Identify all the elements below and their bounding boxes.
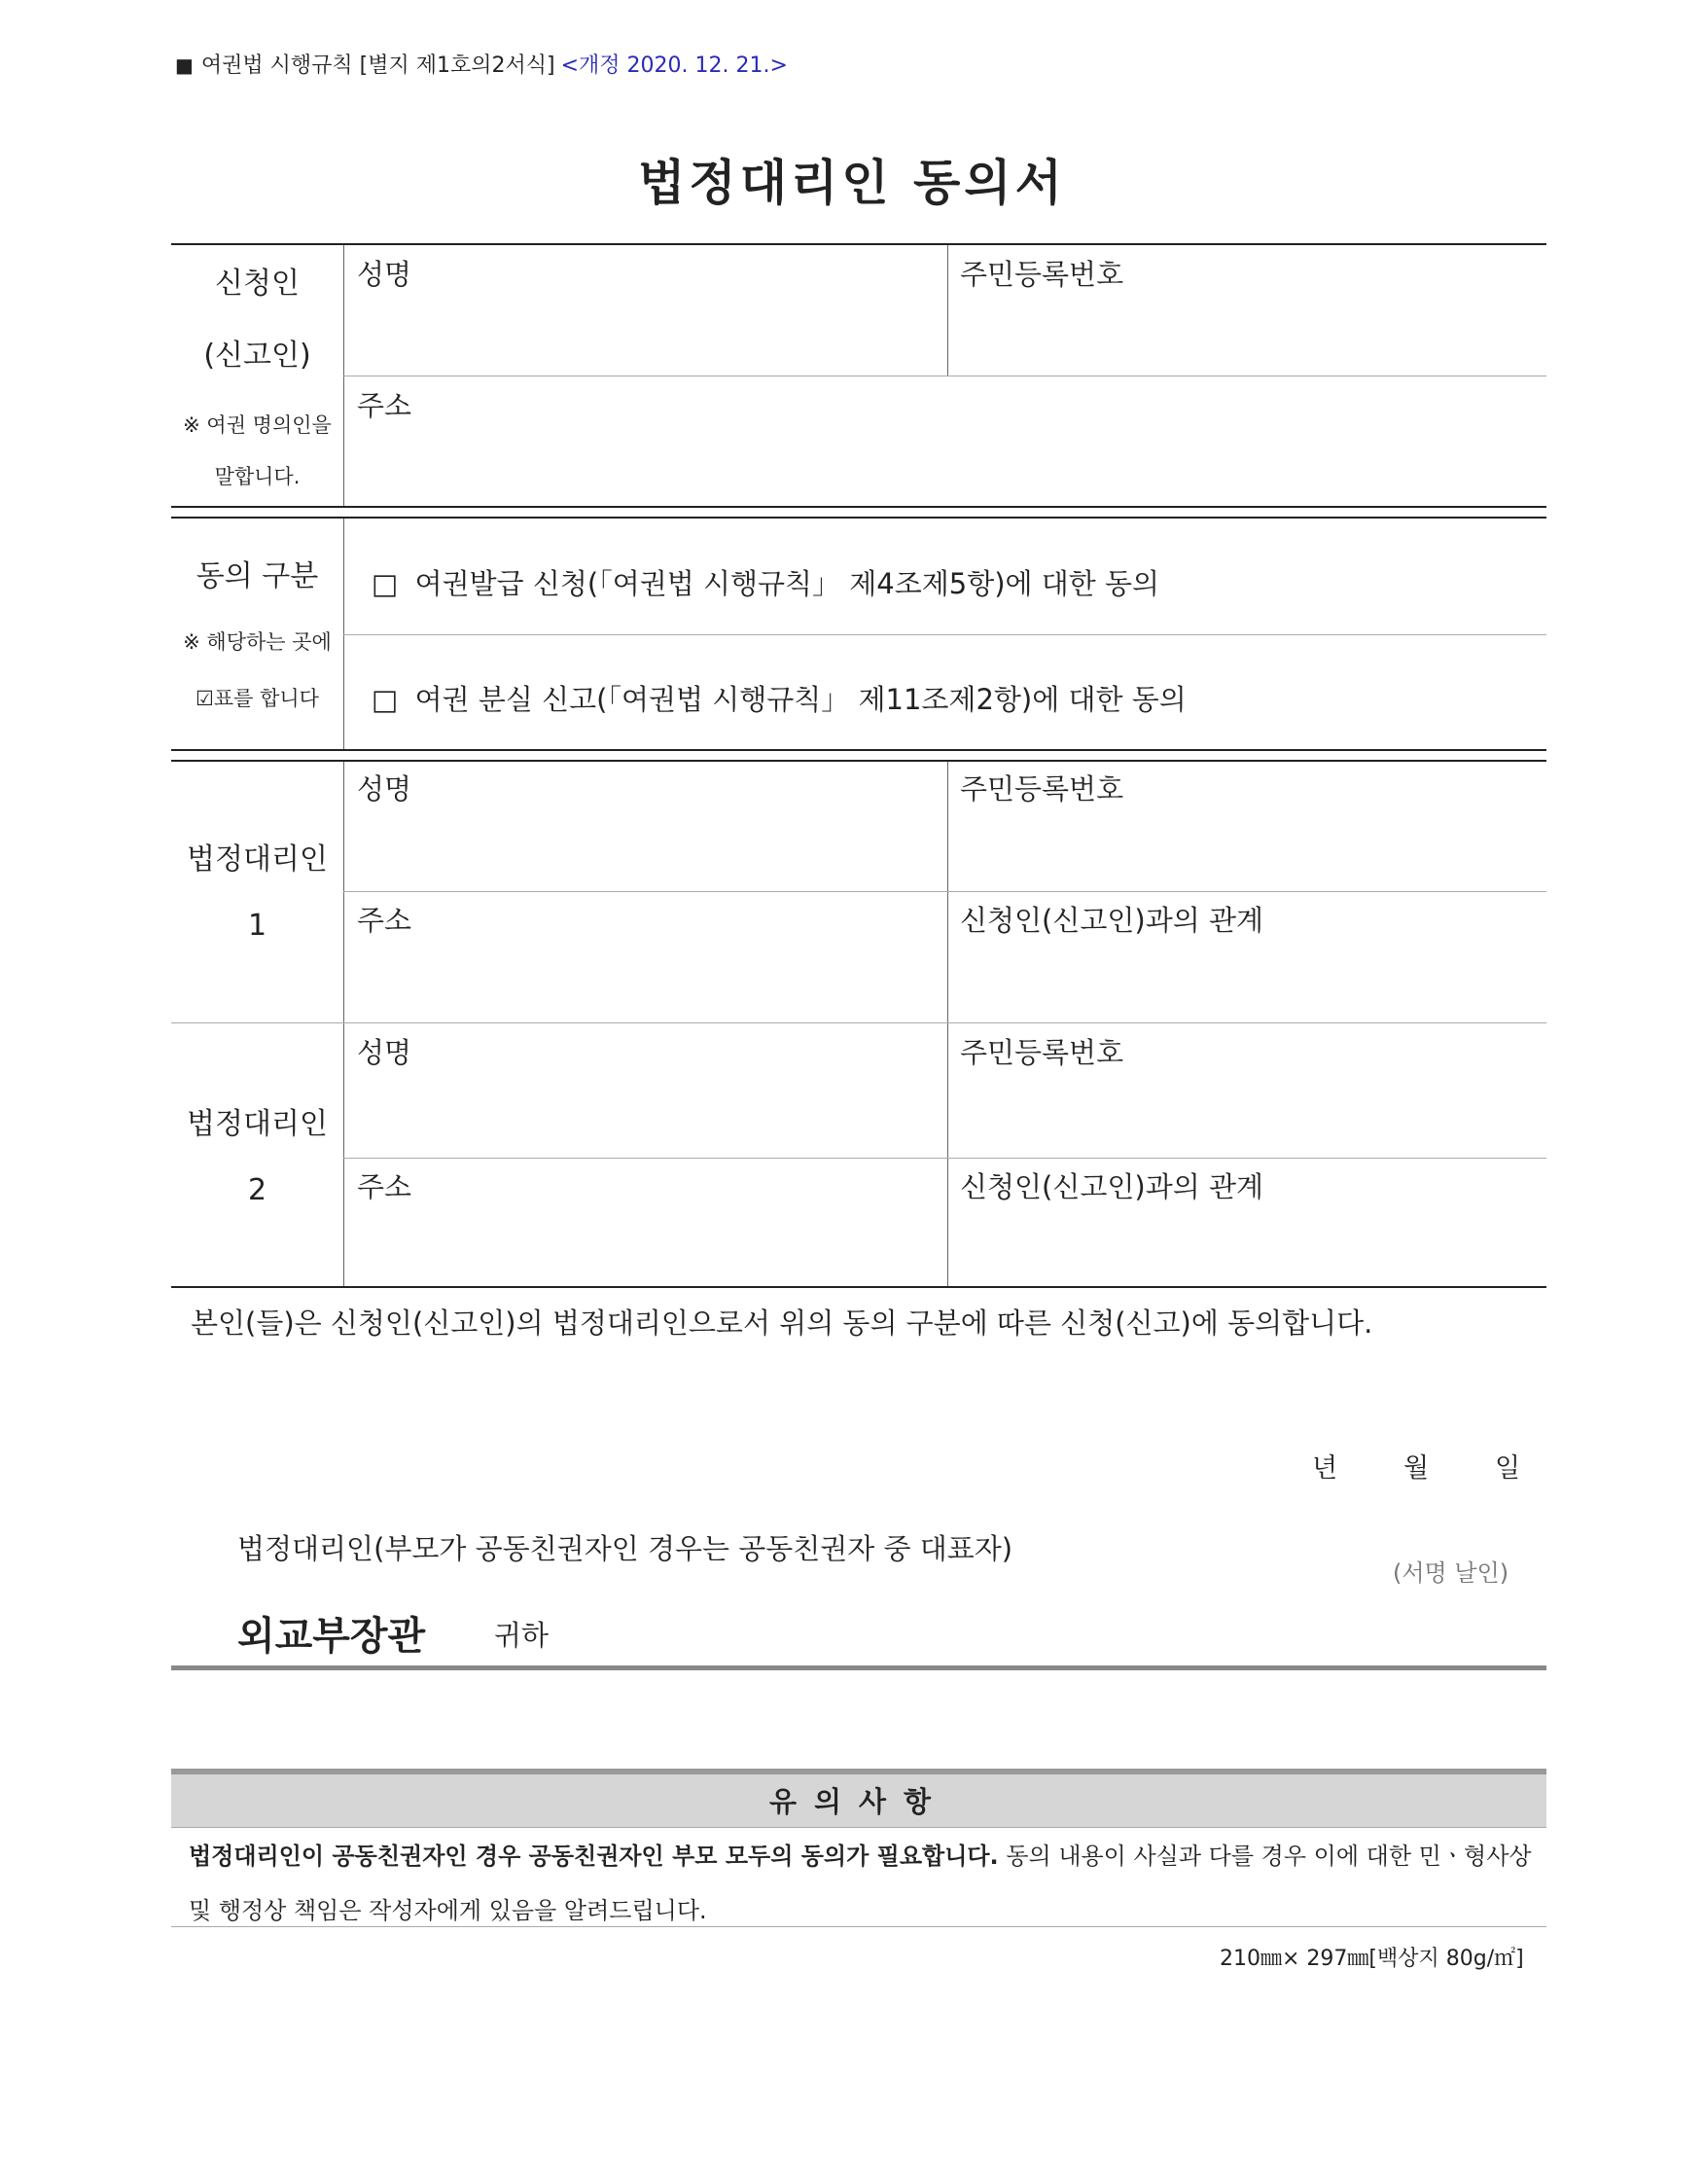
divider — [171, 1926, 1546, 1927]
date-year[interactable]: 년 — [1312, 1453, 1338, 1484]
representative-1-relation-field[interactable]: 신청인(신고인)과의 관계 — [960, 904, 1263, 937]
consent-type-label: 동의 구분 — [195, 559, 319, 593]
law-reference: 여권법 시행규칙 [별지 제1호의2서식] — [200, 54, 555, 78]
applicant-note: 말합니다. — [214, 465, 301, 488]
checkbox-icon[interactable]: □ — [372, 567, 399, 600]
notice-text: 동의 내용이 사실과 다를 경우 이에 대한 민ㆍ형사상 및 행정상 책임은 작성자에게 있음을 알려드립니다. — [189, 1843, 1532, 1924]
applicant-rrn-field[interactable]: 주민등록번호 — [960, 258, 1124, 291]
representative-2-label: 법정대리인 — [187, 1107, 328, 1141]
divider — [171, 1286, 1546, 1288]
checkbox-icon[interactable]: □ — [372, 683, 399, 716]
consent-statement: 본인(들)은 신청인(신고인)의 법정대리인으로서 위의 동의 구분에 따른 신청(신고)에 동의합니다. — [191, 1307, 1373, 1340]
notice-bold-text: 법정대리인이 공동친권자인 경우 공동친권자인 부모 모두의 동의가 필요합니다. — [189, 1843, 999, 1870]
square-icon: ■ — [175, 54, 194, 77]
representative-2-address-field[interactable]: 주소 — [357, 1170, 412, 1203]
representative-1-address-field[interactable]: 주소 — [357, 904, 412, 937]
applicant-address-field[interactable]: 주소 — [357, 389, 412, 422]
applicant-note: ※ 여권 명의인을 — [183, 413, 332, 437]
divider — [171, 243, 1546, 245]
representative-2-number: 2 — [247, 1173, 267, 1207]
representative-1-number: 1 — [247, 909, 267, 943]
divider — [947, 762, 948, 1286]
signature-field[interactable]: (서명 날인) — [1393, 1559, 1509, 1587]
consent-option-passport-loss[interactable] — [372, 678, 1187, 718]
applicant-name-field[interactable]: 성명 — [357, 258, 412, 291]
reporter-label: (신고인) — [203, 339, 311, 373]
divider — [171, 1665, 1546, 1670]
representative-2-relation-field[interactable]: 신청인(신고인)과의 관계 — [960, 1170, 1263, 1203]
divider — [171, 749, 1546, 751]
consent-type-note: ☑표를 합니다 — [195, 687, 319, 710]
recipient-honorific: 귀하 — [494, 1619, 550, 1652]
page-title: 법정대리인 동의서 — [638, 155, 1066, 211]
header-reference — [175, 49, 788, 79]
notice-body — [189, 1829, 1543, 1938]
divider — [343, 634, 1546, 635]
consent-option-passport-issue[interactable] — [372, 562, 1159, 602]
notice-title: 유의사항 — [768, 1785, 949, 1818]
representative-2-rrn-field[interactable]: 주민등록번호 — [960, 1036, 1124, 1069]
divider — [171, 1022, 1546, 1023]
date-month[interactable]: 월 — [1403, 1453, 1430, 1484]
divider — [343, 1158, 1546, 1159]
divider — [171, 760, 1546, 762]
consent-option-label: 여권 분실 신고(「여권법 시행규칙」 제11조제2항)에 대한 동의 — [414, 683, 1187, 716]
date-day[interactable]: 일 — [1495, 1453, 1521, 1484]
divider — [343, 891, 1546, 892]
recipient-name: 외교부장관 — [237, 1614, 426, 1659]
paper-spec: 210㎜× 297㎜[백상지 80g/㎡] — [1220, 1947, 1524, 1971]
amendment-date: <개정 2020. 12. 21.> — [560, 54, 788, 78]
divider — [171, 517, 1546, 519]
divider — [171, 506, 1546, 508]
signer-label: 법정대리인(부모가 공동친권자인 경우는 공동친권자 중 대표자) — [237, 1532, 1013, 1565]
representative-1-name-field[interactable]: 성명 — [357, 772, 412, 806]
consent-type-note: ※ 해당하는 곳에 — [183, 630, 332, 654]
representative-1-rrn-field[interactable]: 주민등록번호 — [960, 772, 1124, 806]
applicant-label: 신청인 — [215, 267, 300, 301]
representative-1-label: 법정대리인 — [187, 842, 328, 877]
divider — [171, 1827, 1546, 1828]
consent-option-label: 여권발급 신청(「여권법 시행규칙」 제4조제5항)에 대한 동의 — [414, 567, 1160, 600]
divider — [343, 762, 344, 1286]
representative-2-name-field[interactable]: 성명 — [357, 1036, 412, 1069]
divider — [947, 245, 948, 376]
